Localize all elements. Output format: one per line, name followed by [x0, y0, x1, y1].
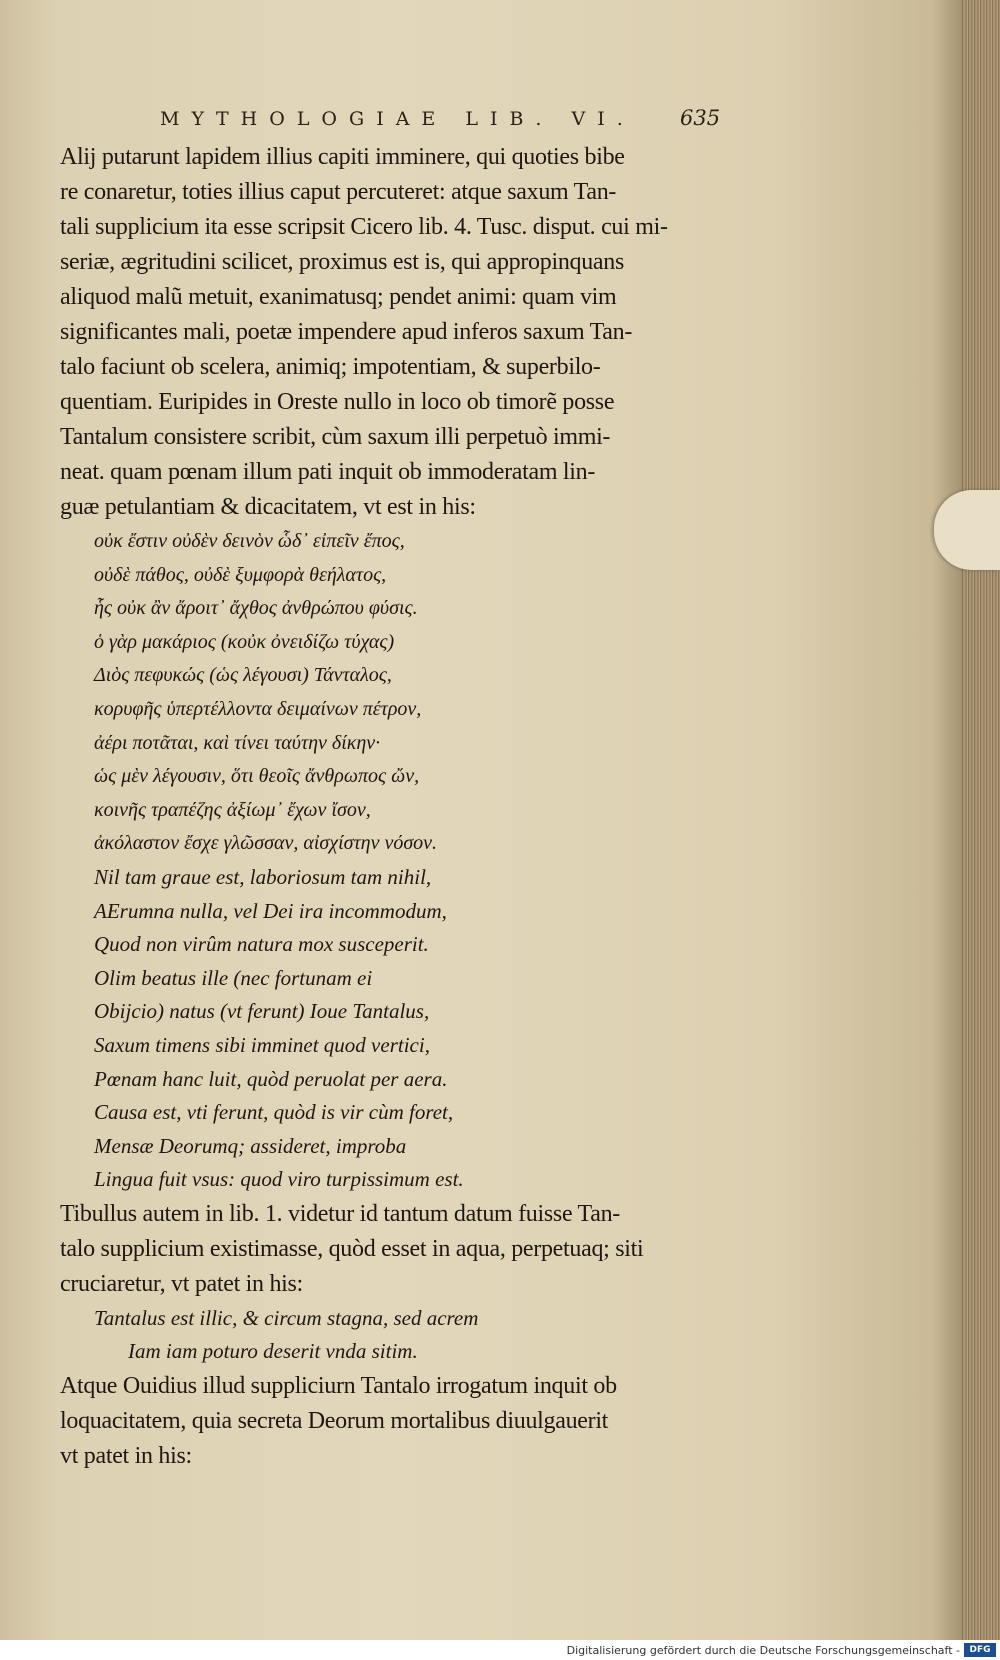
page-edges: [962, 0, 1000, 1640]
text-line: quentiam. Euripides in Oreste nullo in loco ob timorẽ posse: [60, 389, 615, 415]
footer-credit: Digitalisierung gefördert durch die Deutsche Forschungsgemeinschaft -: [566, 1644, 960, 1657]
greek-verse-block: [60, 525, 765, 861]
prose-block-2: [60, 1197, 765, 1302]
greek-verse-line: Διὸς πεφυκώς (ὡς λέγουσι) Τάνταλος,: [94, 664, 392, 687]
greek-verse-line: ἀέρι ποτᾶται, καὶ τίνει ταύτην δίκην·: [94, 731, 381, 754]
latin-verse-line: Obijcio) natus (vt ferunt) Ioue Tantalus,: [94, 999, 430, 1024]
latin-verse-line: Causa est, vti ferunt, quòd is vir cùm foret,: [94, 1100, 454, 1125]
greek-verse-line: ἀκόλαστον ἔσχε γλῶσσαν, αἰσχίστην νόσον.: [94, 832, 438, 855]
latin-verse-line: Iam iam poturo deserit vnda sitim.: [128, 1339, 418, 1364]
digitization-footer: [0, 1640, 1000, 1660]
text-line: cruciaretur, vt patet in his:: [60, 1270, 303, 1297]
tibullus-verse-block: [60, 1302, 765, 1369]
latin-verse-line: Pœnam hanc luit, quòd peruolat per aera.: [94, 1066, 448, 1091]
text-line: seriæ, ægritudini scilicet, proximus est is, qui appropinquans: [60, 249, 625, 275]
prose-block-3: [60, 1369, 765, 1474]
text-line: tali supplicium ita esse scripsit Cicero lib. 4. Tusc. disput. cui mi-: [60, 214, 668, 240]
latin-verse-line: Tantalus est illic, & circum stagna, sed acrem: [94, 1305, 479, 1330]
latin-verse-block: [60, 861, 765, 1197]
text-line: re conaretur, toties illius caput percuteret: atque saxum Tan-: [60, 179, 617, 205]
text-line: Alij putarunt lapidem illius capiti imminere, qui quoties bibe: [60, 144, 625, 170]
latin-verse-line: Nil tam graue est, laboriosum tam nihil,: [94, 864, 432, 889]
text-line: loquacitatem, quia secreta Deorum mortalibus diuulgauerit: [60, 1408, 609, 1435]
dfg-logo-icon: DFG: [964, 1643, 996, 1657]
latin-verse-line: Quod non virûm natura mox susceperit.: [94, 932, 429, 957]
prose-block-1: [60, 140, 765, 525]
page-tab: [934, 490, 1000, 570]
text-line: guæ petulantiam & dicacitatem, vt est in his:: [60, 494, 476, 520]
latin-verse-line: Lingua fuit vsus: quod viro turpissimum est.: [94, 1167, 464, 1192]
latin-verse-line: Olim beatus ille (nec fortunam ei: [94, 965, 373, 990]
text-line: Tantalum consistere scribit, cùm saxum illi perpetuò immi-: [60, 424, 611, 450]
text-line: vt patet in his:: [60, 1443, 192, 1470]
text-line: Atque Ouidius illud suppliciurn Tantalo irrogatum inquit ob: [60, 1373, 617, 1400]
greek-verse-line: κοινῆς τραπέζης ἀξίωμ᾽ ἔχων ἴσον,: [94, 798, 371, 821]
page-text: [60, 140, 765, 1474]
running-head-title: MYTHOLOGIAE LIB. VI.: [160, 108, 635, 130]
greek-verse-line: οὐδὲ πάθος, οὐδὲ ξυμφορὰ θεήλατος,: [94, 563, 387, 586]
text-line: talo supplicium existimasse, quòd esset in aqua, perpetuaq; siti: [60, 1235, 644, 1262]
greek-verse-line: ὡς μὲν λέγουσιν, ὅτι θεοῖς ἄνθρωπος ὤν,: [94, 765, 420, 788]
text-line: Tibullus autem in lib. 1. videtur id tantum datum fuisse Tan-: [60, 1200, 620, 1227]
latin-verse-line: Saxum timens sibi imminet quod vertici,: [94, 1032, 430, 1057]
latin-verse-line: AErumna nulla, vel Dei ira incommodum,: [94, 898, 447, 923]
page-number: 635: [680, 106, 721, 130]
latin-verse-line: Mensæ Deorumq; assideret, improba: [94, 1133, 407, 1158]
greek-verse-line: ὁ γὰρ μακάριος (κοὐκ ὀνειδίζω τύχας): [94, 630, 395, 653]
text-line: neat. quam pœnam illum pati inquit ob immoderatam lin-: [60, 459, 596, 485]
greek-verse-line: κορυφῆς ὑπερτέλλοντα δειμαίνων πέτρον,: [94, 697, 422, 720]
greek-verse-line: οὐκ ἔστιν οὐδὲν δεινὸν ὧδ᾽ εἰπεῖν ἔπος,: [94, 530, 405, 552]
text-line: talo faciunt ob scelera, animiq; impotentiam, & superbilo-: [60, 354, 601, 380]
text-line: aliquod malũ metuit, exanimatusq; pendet animi: quam vim: [60, 284, 617, 310]
greek-verse-line: ἧς οὐκ ἂν ἄροιτ᾽ ἄχθος ἀνθρώπου φύσις.: [94, 597, 418, 620]
text-line: significantes mali, poetæ impendere apud inferos saxum Tan-: [60, 319, 633, 345]
